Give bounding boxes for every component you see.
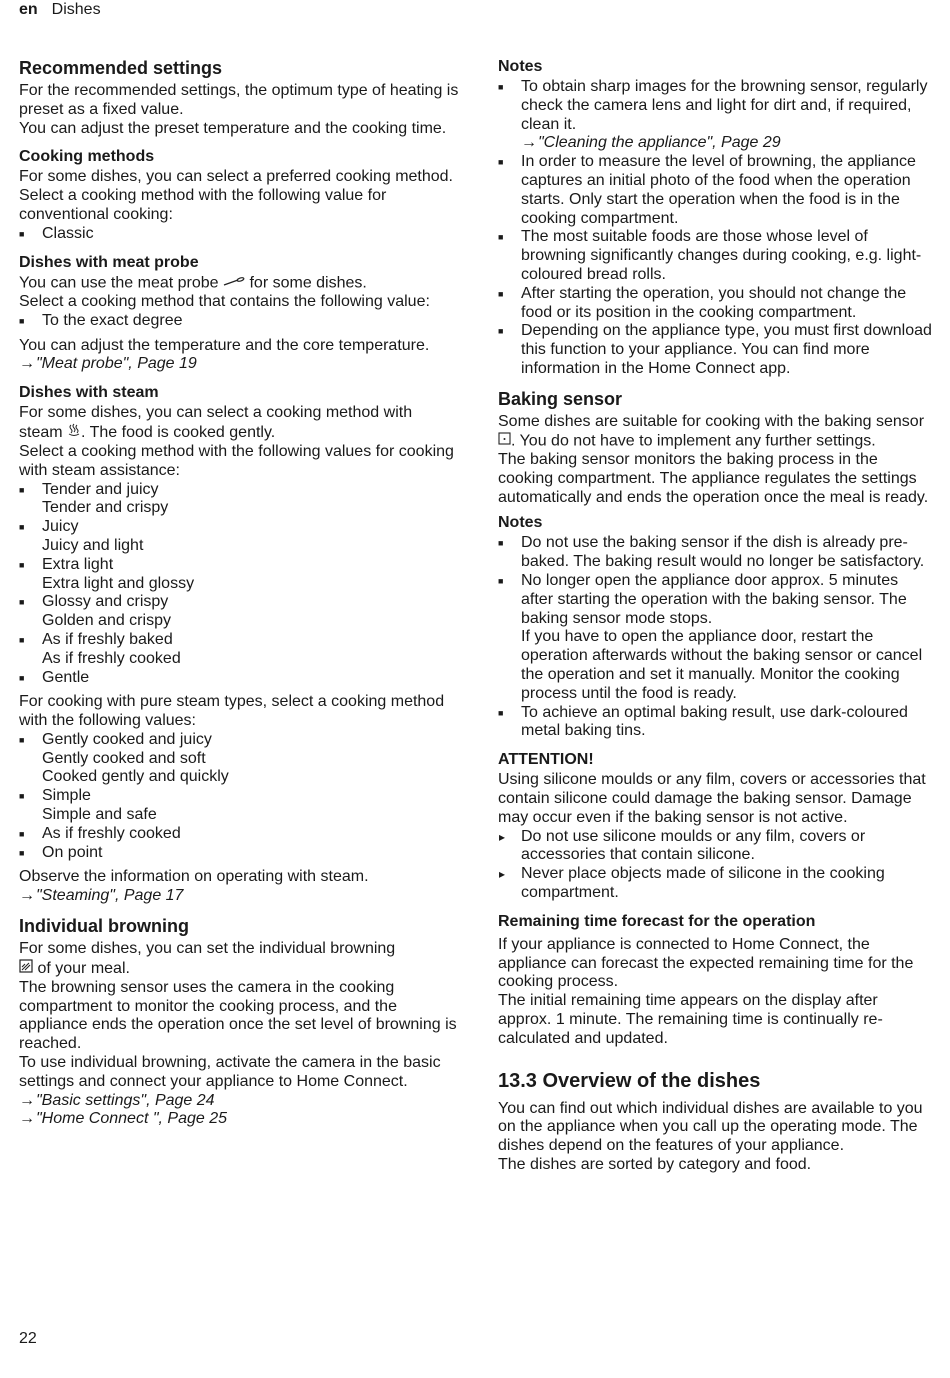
baking-sensor-text-2: The baking sensor monitors the baking process in the cooking compartment. The appliance regulates the settings automatically and ends the operation once the meal is ready. [498,450,929,506]
list-item: ■ Glossy and crispy Golden and crispy [19,593,459,631]
basic-settings-cross-reference[interactable]: →"Basic settings", Page 24 [19,1091,215,1109]
recommended-text-1: For the recommended settings, the optimum type of heating is preset as a fixed value. [19,82,459,118]
list-item: ■ To obtain sharp images for the browning sensor, regularly check the camera lens and light for dirt and, if required, clean it. →"Cleaning the appliance", Page 29 [498,78,933,153]
section-name: Dishes [51,1,101,18]
list-item: ■ No longer open the appliance door approx. 5 minutes after starting the operation with the baking sensor. The baking sensor mode stops. If you have to open the appliance door, restart the operation afterwards without the baking sensor or cancel the operation and set it manually. Monitor the cooking process until the food is ready. [498,572,933,704]
attention-text: Using silicone moulds or any film, covers or accessories that contain silicone could damage the baking sensor. Damage may occur even if the baking sensor is not active. [498,771,926,826]
list-item: ■ On point [19,844,459,863]
arrow-right-icon: → [521,134,537,152]
list-item: ■ Juicy Juicy and light [19,518,459,556]
browning-text-1: For some dishes, you can set the individual browning of your meal. [19,940,396,977]
meat-probe-list [19,312,459,331]
list-item: ■ Gently cooked and juicy Gently cooked and soft Cooked gently and quickly [19,731,459,787]
overview-text-2: The dishes are sorted by category and food. [498,1155,812,1173]
list-item: ■ Do not use the baking sensor if the dish is already pre-baked. The baking result would no longer be satisfactory. [498,534,933,572]
right-column [498,57,933,1175]
steam-text-3: For cooking with pure steam types, select a cooking method with the following values: [19,693,445,730]
overview-heading: 13.3 Overview of the dishes [498,1069,761,1092]
list-item: ■ Classic [19,225,459,244]
meat-probe-heading: Dishes with meat probe [19,253,199,271]
cooking-methods-text-1: For some dishes, you can select a preferred cooking method. [19,168,453,186]
steam-text-1: For some dishes, you can select a cooking method with steam . The food is cooked gently. [19,404,413,442]
meat-probe-icon [223,274,245,293]
cooking-methods-heading: Cooking methods [19,148,155,166]
browning-notes-list [498,78,933,379]
recommended-settings-heading: Recommended settings [19,58,223,78]
list-item: ▸ Do not use silicone moulds or any film, covers or accessories that contain silicone. [498,828,933,866]
list-item: ■ To achieve an optimal baking result, use dark-coloured metal baking tins. [498,704,933,742]
steam-heading: Dishes with steam [19,384,159,402]
list-item: ■ As if freshly baked As if freshly cooked [19,631,459,669]
baking-notes-list [498,534,933,741]
arrow-right-icon: → [19,1110,35,1128]
pure-steam-list [19,731,459,863]
notes-heading: Notes [498,514,543,532]
browning-text-2: The browning sensor uses the camera in the cooking compartment to monitor the cooking process, and the appliance ends the operation once the set level of browning is reached. [19,978,457,1053]
attention-steps [498,828,933,903]
list-item: ■ In order to measure the level of browning, the appliance captures an initial photo of the food when the operation starts. Only start the operation when the food is in the cooking compartment. [498,153,933,228]
list-item: ■ Simple Simple and safe [19,787,459,825]
list-item: ▸ Never place objects made of silicone in the cooking compartment. [498,865,933,903]
list-item: ■ Depending on the appliance type, you must first download this function to your appliance. You can find more information in the Home Connect app. [498,322,933,378]
meat-probe-text-3: You can adjust the temperature and the core temperature. [19,336,430,354]
attention-heading: ATTENTION! [498,751,594,769]
meat-probe-text-1: You can use the meat probe for some dishes. [19,274,367,292]
steam-text-4: Observe the information on operating with steam. [19,868,369,886]
browning-icon [19,959,33,979]
list-item: ■ Extra light Extra light and glossy [19,556,459,594]
cooking-methods-list [19,225,459,244]
arrow-right-icon: → [19,355,35,373]
baking-sensor-icon [498,432,511,451]
list-item: ■ Gentle [19,669,459,688]
language-code: en [19,1,38,18]
meat-probe-cross-reference[interactable]: →"Meat probe", Page 19 [19,355,197,373]
steam-assist-list [19,481,459,688]
browning-text-3: To use individual browning, activate the camera in the basic settings and connect your appliance to Home Connect. [19,1053,441,1090]
individual-browning-heading: Individual browning [19,916,189,937]
steam-text-2: Select a cooking method with the following values for cooking with steam assistance: [19,442,454,479]
remaining-time-heading: Remaining time forecast for the operation [498,912,816,930]
remaining-time-text-1: If your appliance is connected to Home Connect, the appliance can forecast the expected remaining time for the cooking process. [498,935,914,991]
arrow-right-icon: → [19,887,35,905]
baking-sensor-heading: Baking sensor [498,388,623,409]
baking-sensor-text-1: Some dishes are suitable for cooking with the baking sensor . You do not have to implement any further settings. [498,412,925,450]
list-item: ■ The most suitable foods are those whose level of browning significantly changes during cooking, e.g. light-coloured bread rolls. [498,228,933,284]
overview-text-1: You can find out which individual dishes are available to you on the appliance when you call up the operating mode. The dishes depend on the features of your appliance. [498,1099,923,1155]
remaining-time-text-2: The initial remaining time appears on the display after approx. 1 minute. The remaining time is continually recalculated and updated. [498,992,883,1047]
page-number: 22 [19,1330,37,1347]
meat-probe-text-2: Select a cooking method that contains the following value: [19,293,430,311]
page-header [19,0,101,20]
notes-heading: Notes [498,58,543,75]
list-item: ■ Tender and juicy Tender and crispy [19,481,459,519]
recommended-text-2: You can adjust the preset temperature and the cooking time. [19,119,447,137]
list-item: ■ After starting the operation, you should not change the food or its position in the cooking compartment. [498,285,933,323]
cooking-methods-text-2: Select a cooking method with the following value for conventional cooking: [19,187,387,223]
list-item: ■ As if freshly cooked [19,825,459,844]
home-connect-cross-reference[interactable]: →"Home Connect ", Page 25 [19,1110,228,1128]
steam-icon [67,423,81,443]
steaming-cross-reference[interactable]: →"Steaming", Page 17 [19,887,184,905]
list-item: ■ To the exact degree [19,312,459,331]
cleaning-cross-reference[interactable]: →"Cleaning the appliance", Page 29 [521,134,781,152]
left-column [19,57,459,1129]
arrow-right-icon: → [19,1091,35,1109]
